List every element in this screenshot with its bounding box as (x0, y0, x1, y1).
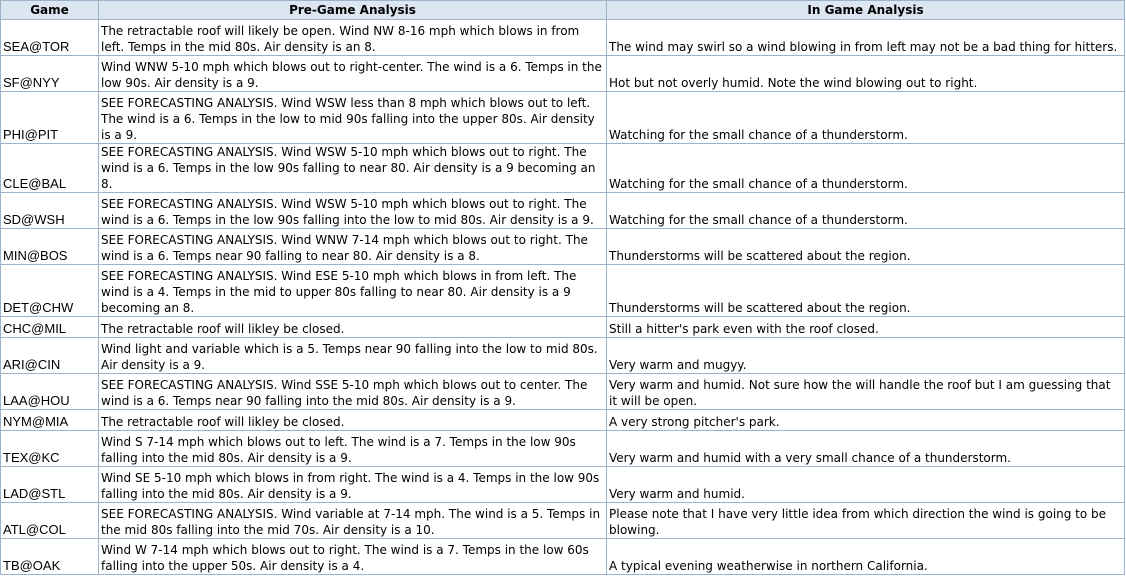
table-row (1, 265, 1125, 317)
table-row (1, 467, 1125, 503)
game-cell: NYM@MIA (1, 410, 99, 431)
table-row (1, 92, 1125, 144)
ingame-cell: Very warm and humid with a very small chance of a thunderstorm. (607, 431, 1125, 467)
pregame-cell: SEE FORECASTING ANALYSIS. Wind SSE 5-10 mph which blows out to center. The wind is a 6. Temps near 90 falling into the mid 80s. Air density is a 9. (99, 374, 607, 410)
pregame-cell: SEE FORECASTING ANALYSIS. Wind WNW 7-14 mph which blows out to right. The wind is a 6. Temps near 90 falling to near 80. Air density is a 8. (99, 229, 607, 265)
game-cell: SF@NYY (1, 56, 99, 92)
ingame-cell: Very warm and humid. (607, 467, 1125, 503)
game-cell: SD@WSH (1, 193, 99, 229)
pregame-cell: Wind SE 5-10 mph which blows in from right. The wind is a 4. Temps in the low 90s falling into the mid 80s. Air density is a 9. (99, 467, 607, 503)
game-cell: LAD@STL (1, 467, 99, 503)
pregame-cell: SEE FORECASTING ANALYSIS. Wind WSW less than 8 mph which blows out to left. The wind is a 6. Temps in the low to mid 90s falling into the upper 80s. Air density is a 9. (99, 92, 607, 144)
game-cell: LAA@HOU (1, 374, 99, 410)
table-row (1, 431, 1125, 467)
pregame-cell: SEE FORECASTING ANALYSIS. Wind WSW 5-10 mph which blows out to right. The wind is a 6. Temps in the low 90s falling to near 80. Air density is a 9 becoming an 8. (99, 144, 607, 193)
game-cell: PHI@PIT (1, 92, 99, 144)
table-row (1, 144, 1125, 193)
pregame-cell: Wind W 7-14 mph which blows out to right. The wind is a 7. Temps in the low 60s falling into the upper 50s. Air density is a 4. (99, 539, 607, 575)
table-row (1, 317, 1125, 338)
ingame-cell: Please note that I have very little idea from which direction the wind is going to be blowing. (607, 503, 1125, 539)
header-pregame: Pre-Game Analysis (99, 1, 607, 20)
game-cell: ARI@CIN (1, 338, 99, 374)
header-ingame: In Game Analysis (607, 1, 1125, 20)
ingame-cell: Very warm and humid. Not sure how the will handle the roof but I am guessing that it will be open. (607, 374, 1125, 410)
ingame-cell: Watching for the small chance of a thunderstorm. (607, 144, 1125, 193)
ingame-cell: Very warm and mugyy. (607, 338, 1125, 374)
game-cell: ATL@COL (1, 503, 99, 539)
table-row (1, 338, 1125, 374)
ingame-cell: Hot but not overly humid. Note the wind blowing out to right. (607, 56, 1125, 92)
table-row (1, 229, 1125, 265)
table-row (1, 20, 1125, 56)
game-cell: TEX@KC (1, 431, 99, 467)
header-row (1, 1, 1125, 20)
game-cell: CHC@MIL (1, 317, 99, 338)
game-cell: SEA@TOR (1, 20, 99, 56)
pregame-cell: SEE FORECASTING ANALYSIS. Wind variable at 7-14 mph. The wind is a 5. Temps in the mid 80s falling into the mid 70s. Air density is a 10. (99, 503, 607, 539)
ingame-cell: Watching for the small chance of a thunderstorm. (607, 193, 1125, 229)
ingame-cell: Watching for the small chance of a thunderstorm. (607, 92, 1125, 144)
table-row (1, 503, 1125, 539)
game-cell: CLE@BAL (1, 144, 99, 193)
game-cell: DET@CHW (1, 265, 99, 317)
game-cell: MIN@BOS (1, 229, 99, 265)
pregame-cell: SEE FORECASTING ANALYSIS. Wind ESE 5-10 mph which blows in from left. The wind is a 4. Temps in the mid to upper 80s falling to near 80. Air density is a 9 becoming an 8. (99, 265, 607, 317)
pregame-cell: Wind S 7-14 mph which blows out to left. The wind is a 7. Temps in the low 90s falling into the mid 80s. Air density is a 9. (99, 431, 607, 467)
pregame-cell: The retractable roof will likley be closed. (99, 410, 607, 431)
ingame-cell: The wind may swirl so a wind blowing in from left may not be a bad thing for hitters. (607, 20, 1125, 56)
table-row (1, 193, 1125, 229)
table-row (1, 539, 1125, 575)
pregame-cell: SEE FORECASTING ANALYSIS. Wind WSW 5-10 mph which blows out to right. The wind is a 6. Temps in the low 90s falling into the low to mid 80s. Air density is a 9. (99, 193, 607, 229)
pregame-cell: The retractable roof will likely be open. Wind NW 8-16 mph which blows in from left. Temps in the mid 80s. Air density is an 8. (99, 20, 607, 56)
pregame-cell: Wind WNW 5-10 mph which blows out to right-center. The wind is a 6. Temps in the low 90s. Air density is a 9. (99, 56, 607, 92)
table-row (1, 374, 1125, 410)
ingame-cell: A typical evening weatherwise in northern California. (607, 539, 1125, 575)
table-row (1, 410, 1125, 431)
ingame-cell: Still a hitter's park even with the roof closed. (607, 317, 1125, 338)
ingame-cell: Thunderstorms will be scattered about the region. (607, 229, 1125, 265)
header-game: Game (1, 1, 99, 20)
ingame-cell: Thunderstorms will be scattered about the region. (607, 265, 1125, 317)
ingame-cell: A very strong pitcher's park. (607, 410, 1125, 431)
pregame-cell: The retractable roof will likley be closed. (99, 317, 607, 338)
table-row (1, 56, 1125, 92)
game-cell: TB@OAK (1, 539, 99, 575)
pregame-cell: Wind light and variable which is a 5. Temps near 90 falling into the low to mid 80s. Air density is a 9. (99, 338, 607, 374)
